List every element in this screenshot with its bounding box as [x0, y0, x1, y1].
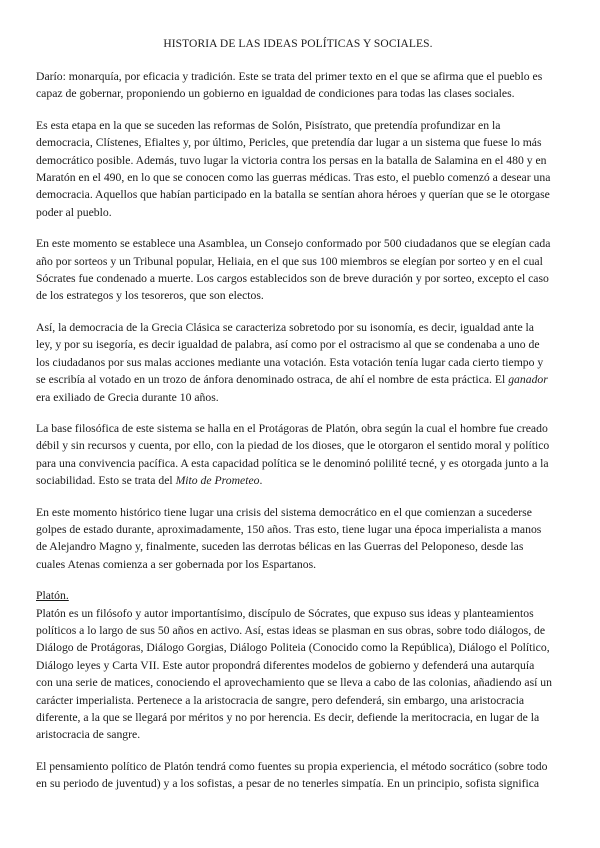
mito-prometeo-emphasis: Mito de Prometeo — [175, 474, 260, 488]
paragraph-pensamiento: El pensamiento político de Platón tendrá como fuentes su propia experiencia, el método socrático (sobre todo en su periodo de juventud) y a los sofistas, a pesar de no tenerles simpatía. En un principio, sofista significa — [36, 759, 548, 791]
paragraph-protagoras-text-a: La base filosófica de este sistema se halla en el Protágoras de Platón, obra según la cual el hombre fue creado débil y sin recursos y cuenta, por ello, con la piedad de los dioses, que le otorgaron el sentido moral y político para una convivencia pacífica. A esta capacidad política se le denominó polilité tecné, y es otorgada junto a la sociabilidad. Esto se trata del — [36, 421, 550, 488]
paragraph-crisis: En este momento histórico tiene lugar una crisis del sistema democrático en el que comienzan a sucederse golpes de estado durante, aproximadamente, 150 años. Tras esto, tiene lugar una época imperialista a manos de Alejandro Magno y, finalmente, suceden las derrotas bélicas en las Guerras del Peloponeso, desde las cuales Atenas comienza a ser gobernada por los Espartanos. — [36, 505, 542, 571]
paragraph-reformas: Es esta etapa en la que se suceden las reformas de Solón, Pisístrato, que pretendía profundizar en la democracia, Clístenes, Efialtes y, por último, Pericles, que pretendía dar lugar a un sistema que fuese lo más democrático posible. Además, tuvo lugar la victoria contra los persas en la batalla de Salamina en el 480 y en Maratón en el 490, en lo que se conocen como las guerras médicas. Tras esto, el pueblo comenzó a desear una democracia. Aquellos que habían participado en la batalla se sentían ahora héroes y querían que se le otorgase poder al pueblo. — [36, 118, 551, 219]
ganador-emphasis: ganador — [508, 373, 548, 387]
paragraph-protagoras-text-b: . — [259, 474, 263, 488]
paragraph-isonomia — [36, 319, 552, 406]
paragraph-protagoras — [36, 420, 552, 490]
section-heading-platon: Platón. — [36, 589, 69, 603]
paragraph-isonomia-text-a: Así, la democracia de la Grecia Clásica se caracteriza sobretodo por su isonomía, es decir, igualdad ante la ley, y por su isegoría, es decir igualdad de palabra, así como por el ostracismo al que se condenaba a uno de los ciudadanos por sus malas acciones mediante una votación. Esta votación tenía lugar cada cierto tiempo y se escribía al votado en un trozo de ánfora denominado ostraca, de ahí el nombre de esta práctica. El — [36, 320, 544, 387]
paragraph-platon-text: Platón es un filósofo y autor importantísimo, discípulo de Sócrates, que expuso sus ideas y planteamientos políticos a lo largo de sus 50 años en activo. Así, estas ideas se plasman en sus obras, sobre todo diálogos, de Diálogo de Protágoras, Diálogo Gorgias, Diálogo Politeia (Conocido como la República), Diálogo el Político, Diálogo leyes y Carta VII. Este autor propondrá diferentes modelos de gobierno y defenderá una autarquía con una serie de matices, conociendo el aprovechamiento que se lleva a cabo de las colonias, añadiendo así un carácter imperialista. Pertenece a la aristocracia de sangre, pero defenderá, sin embargo, una aristocracia diferente, a la que se llegará por méritos y no por herencia. Es decir, defiende la meritocracia, en lugar de la aristocracia de sangre. — [36, 606, 552, 742]
paragraph-asamblea: En este momento se establece una Asamblea, un Consejo conformado por 500 ciudadanos que se elegían cada año por sorteos y un Tribunal popular, Heliaia, en el que sus 100 miembros se elegían por sorteo y en el cual Sócrates fue condenado a muerte. Los cargos establecidos son de breve duración y por sorteo, excepto el caso de los estrategos y los tesoreros, que son electos. — [36, 237, 551, 303]
document-title: HISTORIA DE LAS IDEAS POLÍTICAS Y SOCIALES. — [163, 38, 433, 50]
paragraph-dario: Darío: monarquía, por eficacia y tradición. Este se trata del primer texto en el que se afirma que el pueblo es capaz de gobernar, proponiendo un gobierno en igualdad de condiciones para todas las clases sociales. — [36, 70, 543, 101]
paragraph-isonomia-text-b: era exiliado de Grecia durante 10 años. — [36, 390, 219, 404]
paragraph-platon — [36, 587, 552, 744]
